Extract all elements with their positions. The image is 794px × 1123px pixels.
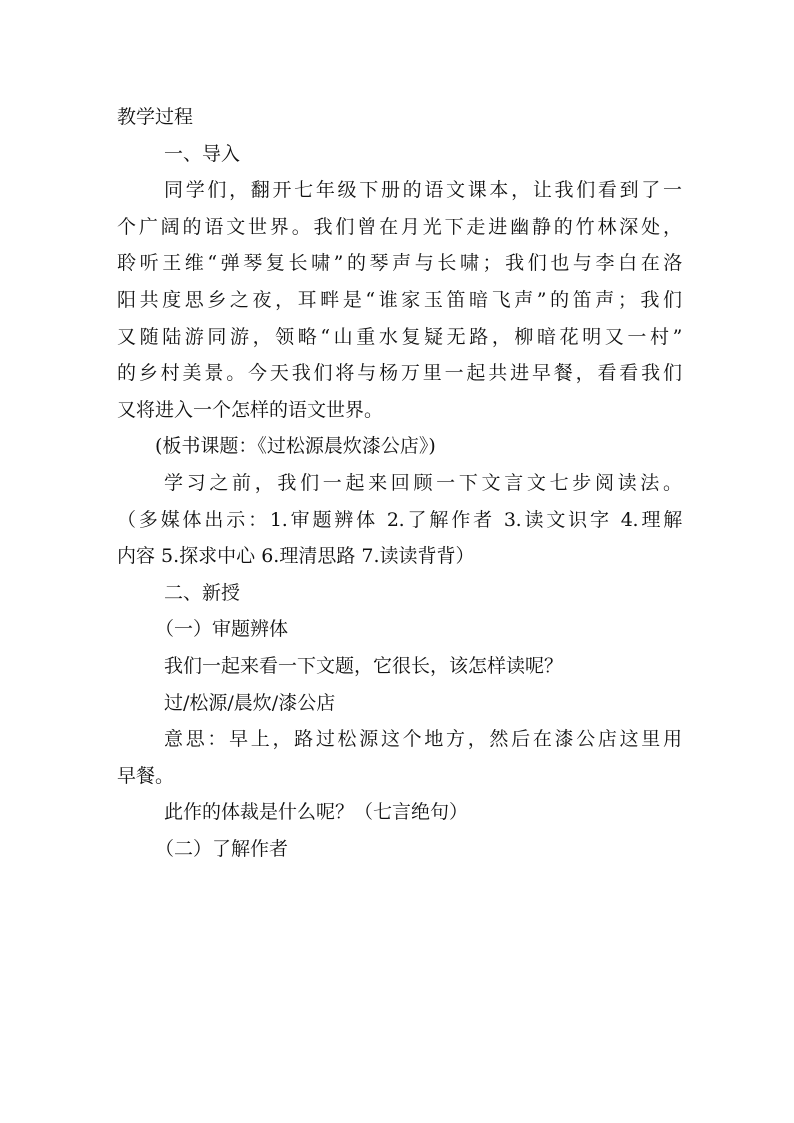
intro-paragraph-line: 的乡村美景。今天我们将与杨万里一起共进早餐，看看我们: [117, 362, 682, 385]
intro-paragraph-line: 阳共度思乡之夜，耳畔是“谁家玉笛暗飞声”的笛声；我们: [117, 288, 682, 311]
intro-paragraph-line: 又随陆游同游，领略“山重水复疑无路，柳暗花明又一村”: [117, 325, 682, 348]
meaning-paragraph-line: 早餐。: [117, 764, 175, 787]
document-heading: 教学过程: [117, 106, 194, 128]
subsection-title-title-analysis: （一）审题辨体: [155, 618, 289, 641]
section-title-new-lesson: 二、新授: [164, 581, 241, 604]
intro-paragraph-line: 聆听王维“弹琴复长啸”的琴声与长啸；我们也与李白在洛: [117, 252, 682, 275]
meaning-paragraph-line: 意思：早上，路过松源这个地方，然后在漆公店这里用: [164, 728, 682, 751]
method-paragraph-line: 学习之前，我们一起来回顾一下文言文七步阅读法。: [164, 471, 682, 494]
title-split-line: 过/松源/晨炊/漆公店: [164, 691, 336, 714]
board-title-note: (板书课题：《过松源晨炊漆公店》): [155, 435, 436, 458]
intro-paragraph-line: 又将进入一个怎样的语文世界。: [117, 398, 384, 421]
question-line: 我们一起来看一下文题，它很长，该怎样读呢？: [164, 654, 564, 677]
subsection-title-author: （二）了解作者: [155, 837, 289, 860]
document-body: [117, 99, 682, 867]
genre-question-line: 此作的体裁是什么呢？（七言绝句）: [164, 801, 469, 824]
section-title-intro: 一、导入: [164, 142, 241, 165]
method-paragraph-line: 内容 5.探求中心 6.理清思路 7.读读背背）: [117, 545, 475, 568]
intro-paragraph-line: 同学们，翻开七年级下册的语文课本，让我们看到了一: [164, 179, 682, 202]
method-paragraph-line: （多媒体出示：1.审题辨体 2.了解作者 3.读文识字 4.理解: [117, 508, 682, 531]
intro-paragraph-line: 个广阔的语文世界。我们曾在月光下走进幽静的竹林深处，: [117, 215, 682, 238]
